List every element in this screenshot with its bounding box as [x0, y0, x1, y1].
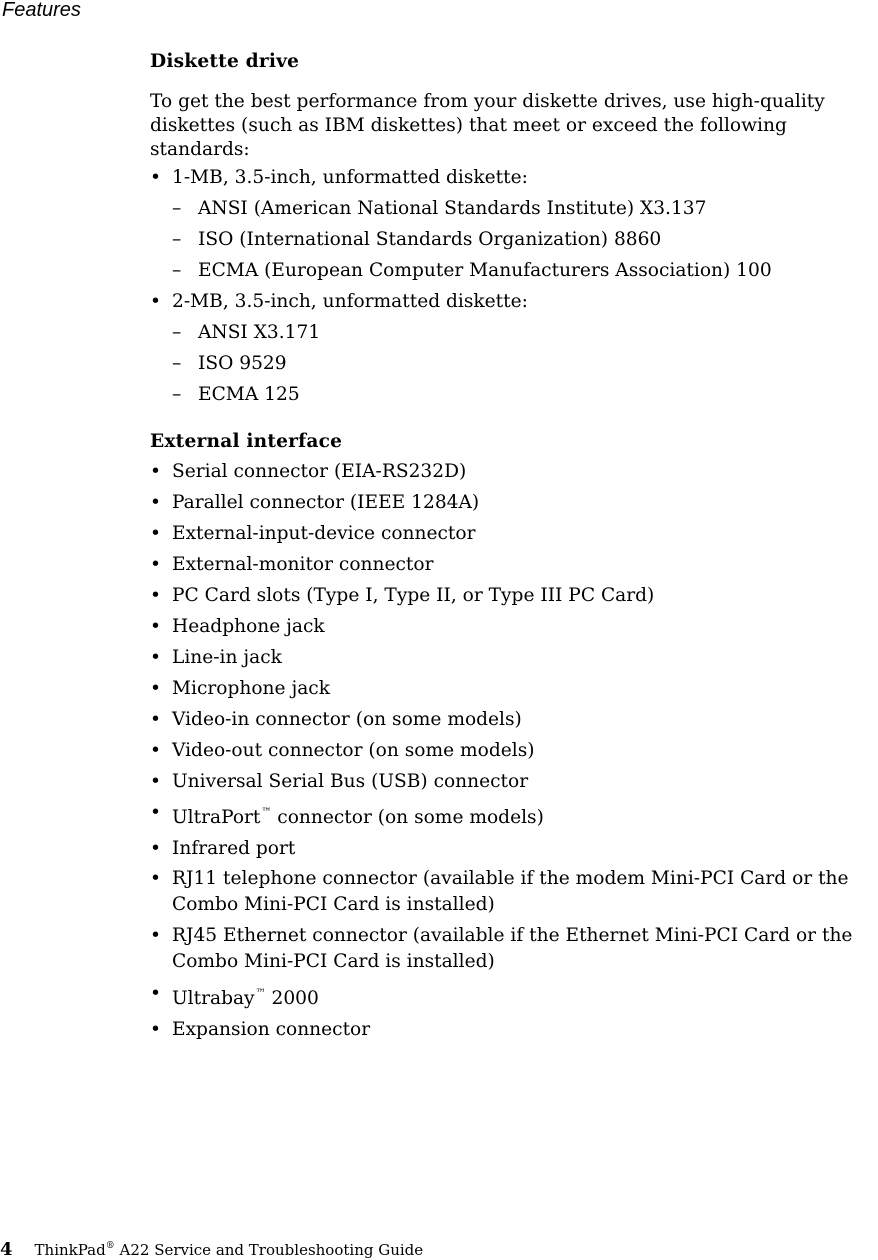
list-item: [150, 224, 878, 255]
diskette-type-label: 1-MB, 3.5-inch, unformatted diskette:: [172, 167, 528, 188]
interface-item-text: Line-in jack: [172, 647, 282, 668]
list-item: [150, 611, 878, 642]
list-item: [150, 193, 878, 224]
list-item: [150, 162, 878, 286]
standards-sublist: [150, 193, 878, 286]
list-item: [150, 735, 878, 766]
bullet-icon: •: [150, 647, 161, 668]
list-item: [150, 833, 878, 864]
bullet-icon: •: [150, 492, 161, 513]
standard-name: ANSI (American National Standards Institute) X3.137: [198, 198, 707, 219]
page-content: [150, 48, 878, 1045]
diskette-intro-paragraph: To get the best performance from your diskette drives, use high-quality diskettes (such as IBM diskettes) that meet or exceed the following standards:: [150, 91, 825, 160]
interface-item-text: Expansion connector: [172, 1019, 371, 1040]
bullet-icon: •: [150, 461, 161, 482]
list-item: [150, 797, 878, 833]
bullet-icon: •: [150, 1019, 161, 1040]
list-item: [150, 286, 878, 410]
external-interface-section: [150, 428, 878, 1045]
standard-name: ISO 9529: [198, 353, 287, 374]
interface-item-text: Headphone jack: [172, 616, 325, 637]
running-head: Features: [2, 0, 81, 21]
dash-icon: –: [172, 198, 182, 219]
diskette-drive-section: [150, 48, 878, 410]
product-name: ThinkPad: [34, 1241, 106, 1259]
interface-item-text: External-monitor connector: [172, 554, 434, 575]
interface-item-text: Serial connector (EIA-RS232D): [172, 461, 467, 482]
page-footer: [0, 1236, 423, 1260]
diskette-standards-list: [150, 162, 878, 410]
list-item: [150, 978, 878, 1014]
bullet-icon: •: [150, 554, 161, 575]
bullet-icon: •: [150, 678, 161, 699]
external-interface-heading: External interface: [150, 431, 343, 452]
interface-item-text: Video-in connector (on some models): [172, 709, 522, 730]
interface-item-text: 2000: [271, 988, 319, 1009]
list-item: [150, 766, 878, 797]
interface-item-text: RJ11 telephone connector (available if the modem Mini-PCI Card or the Combo Mini-PCI Card is installed): [172, 868, 849, 915]
bullet-icon: •: [150, 167, 161, 188]
list-item: [150, 379, 878, 410]
bullet-icon: •: [150, 983, 161, 1004]
dash-icon: –: [172, 260, 182, 281]
bullet-icon: •: [150, 523, 161, 544]
bullet-icon: •: [150, 838, 161, 859]
standards-sublist: [150, 317, 878, 410]
list-item: [150, 456, 878, 487]
bullet-icon: •: [150, 771, 161, 792]
dash-icon: –: [172, 322, 182, 343]
standard-name: ECMA 125: [198, 384, 300, 405]
bullet-icon: •: [150, 740, 161, 761]
dash-icon: –: [172, 229, 182, 250]
standard-name: ISO (International Standards Organization) 8860: [198, 229, 662, 250]
interface-item-text: PC Card slots (Type I, Type II, or Type III PC Card): [172, 585, 655, 606]
bullet-icon: •: [150, 925, 161, 946]
bullet-icon: •: [150, 616, 161, 637]
interface-item-text: Video-out connector (on some models): [172, 740, 535, 761]
interface-item-text: Infrared port: [172, 838, 296, 859]
interface-item-text: Universal Serial Bus (USB) connector: [172, 771, 529, 792]
list-item: [150, 864, 878, 921]
diskette-type-label: 2-MB, 3.5-inch, unformatted diskette:: [172, 291, 528, 312]
dash-icon: –: [172, 353, 182, 374]
list-item: [150, 317, 878, 348]
bullet-icon: •: [150, 868, 161, 889]
guide-title: A22 Service and Troubleshooting Guide: [119, 1241, 424, 1259]
list-item: [150, 255, 878, 286]
ultrabay-name: Ultrabay: [172, 988, 255, 1009]
bullet-icon: •: [150, 802, 161, 823]
list-item: [150, 921, 878, 978]
interface-item-text: External-input-device connector: [172, 523, 476, 544]
bullet-icon: •: [150, 709, 161, 730]
trademark-symbol: ™: [255, 988, 266, 999]
interface-item-text: RJ45 Ethernet connector (available if the Ethernet Mini-PCI Card or the Combo Mini-PCI Card is installed): [172, 925, 853, 972]
list-item: [150, 518, 878, 549]
list-item: [150, 348, 878, 379]
trademark-symbol: ™: [261, 807, 272, 818]
list-item: [150, 580, 878, 611]
external-interface-list: [150, 456, 878, 1045]
standard-name: ECMA (European Computer Manufacturers Association) 100: [198, 260, 772, 281]
interface-item-text: connector (on some models): [277, 807, 544, 828]
list-item: [150, 704, 878, 735]
bullet-icon: •: [150, 291, 161, 312]
registered-symbol: ®: [105, 1241, 115, 1251]
list-item: [150, 487, 878, 518]
bullet-icon: •: [150, 585, 161, 606]
list-item: [150, 549, 878, 580]
diskette-drive-heading: Diskette drive: [150, 51, 300, 72]
standard-name: ANSI X3.171: [198, 322, 321, 343]
dash-icon: –: [172, 384, 182, 405]
interface-item-text: Parallel connector (IEEE 1284A): [172, 492, 480, 513]
list-item: [150, 1014, 878, 1045]
list-item: [150, 642, 878, 673]
interface-item-text: Microphone jack: [172, 678, 330, 699]
ultraport-name: UltraPort: [172, 807, 261, 828]
page-number: 4: [0, 1239, 13, 1260]
list-item: [150, 673, 878, 704]
